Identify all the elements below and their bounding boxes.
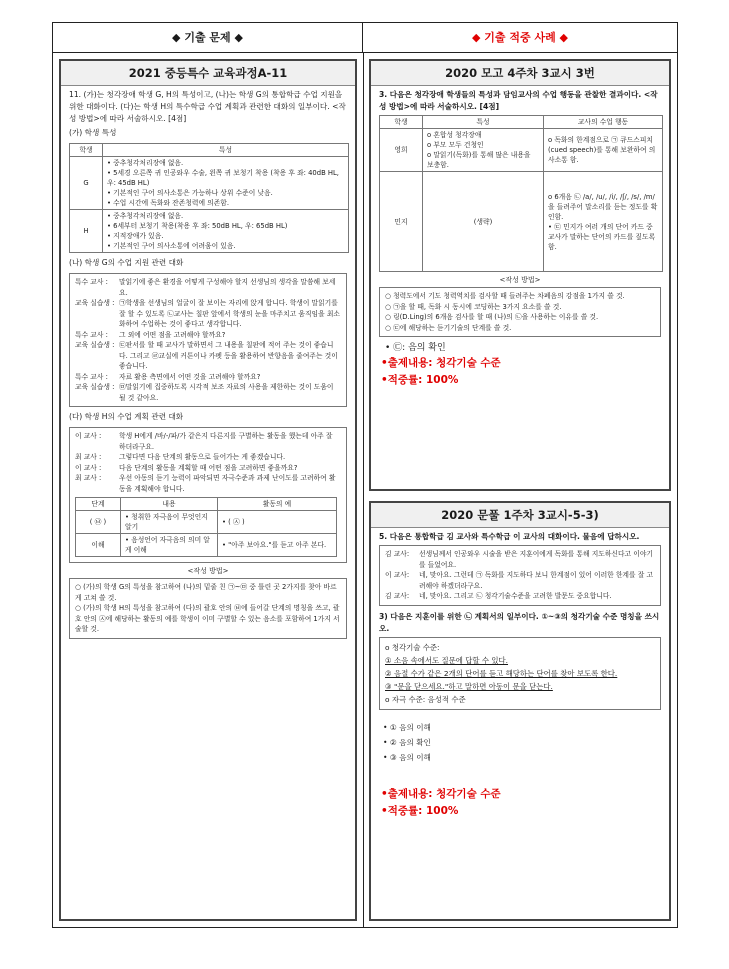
utterance: 말읽기에 좋은 환경을 어떻게 구성해야 할지 선생님의 생각을 말씀해 보세요.	[119, 278, 336, 297]
trait-line: • 중추청각처리장애 없음.	[107, 159, 184, 167]
header-traits: 특성	[103, 144, 349, 157]
utterance: 다음 단계의 활동을 계획할 때 어떤 점을 고려하면 좋을까요?	[119, 463, 298, 472]
method-item: ○ ㉢에 해당하는 듣기기술의 단계를 쓸 것.	[385, 323, 512, 332]
header-example: 활동의 예	[218, 498, 337, 511]
student-traits	[103, 157, 349, 210]
header-content: 내용	[121, 498, 218, 511]
method-item: ○ (가)의 학생 G의 특성을 참고하여 (나)의 밑줄 친 ㉠~㉤ 중 틀린 곳 2가지를 찾아 바르게 고쳐 쓸 것.	[75, 583, 337, 602]
speaker: 교육 실습생 :	[75, 383, 115, 391]
result-rate: •적중률: 100%	[381, 374, 459, 386]
answer-line: • ② 음의 확인	[383, 737, 431, 747]
speaker: 최 교사 :	[75, 474, 102, 482]
student-traits-table	[69, 143, 349, 253]
dialog-line	[75, 431, 341, 452]
trait-line: • 5세경 오른쪽 귀 인공와우 수술, 왼쪽 귀 보청기 착용 (착용 후 좌: 40dB HL, 우: 45dB HL)	[107, 169, 339, 187]
dialog-line	[75, 463, 341, 474]
hit-case-question-1: 3. 다음은 청각장애 학생들의 특성과 담임교사의 수업 행동을 관찰한 결과이다. <작성 방법>에 따라 서술하시오. [4점]	[379, 90, 658, 111]
dialog-line	[75, 277, 341, 298]
section-c-label: (다) 학생 H의 수업 계획 관련 대화	[69, 412, 184, 421]
content-cell: • 음성언어 자극음의 의미 알게 이해	[121, 534, 218, 557]
answer-line: • ㉢: 음의 확인	[385, 343, 446, 353]
observation-table	[379, 115, 663, 272]
method-item: ○ ㉠을 할 때, 독화 시 동시에 코딩하는 3가지 요소를 쓸 것.	[385, 302, 562, 311]
trait-line: • 기본적인 구어 의사소통은 가능하나 상위 수준이 낮음.	[107, 189, 273, 197]
hit-case-question-2: 5. 다음은 통합학급 김 교사와 특수학급 이 교사의 대화이다. 물음에 답하시오.	[379, 532, 640, 541]
header-student: 학생	[380, 116, 423, 129]
section-a-label: (가) 학생 특성	[69, 128, 117, 137]
table-row	[70, 210, 349, 253]
exam-question-panel	[59, 59, 357, 921]
answer-line: • ③ 음의 이해	[383, 752, 431, 762]
dialog-line	[75, 298, 341, 330]
utterance: 네, 맞아요. 그리고 ㉡ 청각기술수준을 고려한 발문도 중요합니다.	[419, 592, 612, 600]
teacher-action: o 독화의 한계점으로 ㉠ 큐드스피치(cued speech)를 통해 보완하여 의사소통 함.	[544, 129, 663, 172]
dialog-line	[75, 452, 341, 463]
utterance: ㉤말읽기에 집중하도록 시각적 보조 자료의 사용을 제한하는 것이 도움이 될 것 같아요.	[119, 383, 334, 402]
header-action: 교사의 수업 행동	[544, 116, 663, 129]
utterance: 그 외에 어떤 점을 고려해야 할까요?	[119, 330, 226, 339]
dialog-line	[385, 570, 655, 591]
dialog-line	[385, 591, 655, 602]
speaker: 김 교사:	[385, 550, 410, 558]
trait-line: • 기본적인 구어 의사소통에 어려움이 있음.	[107, 242, 236, 250]
speaker: 특수 교사 :	[75, 372, 108, 381]
method-item: ○ 청력도에서 기도 청력역치를 검사할 때 들려주는 차폐음의 강점을 1가지 쓸 것.	[385, 292, 625, 300]
method-box	[379, 287, 661, 337]
utterance: 우선 아동의 듣기 능력이 파악되면 자극수준과 과제 난이도를 고려하여 활동을 계획해야 합니다.	[119, 474, 336, 493]
header-stage: 단계	[76, 498, 121, 511]
dialog-line	[75, 340, 341, 372]
speaker: 이 교사 :	[75, 463, 102, 472]
speaker: 최 교사 :	[75, 453, 102, 461]
plan-item: ① 소음 속에서도 질문에 답할 수 있다.	[385, 655, 509, 665]
hit-case-title-2: 2020 문풀 1주차 3교시-5-3)	[371, 503, 669, 528]
table-header-row	[76, 498, 337, 511]
speaker: 김 교사:	[385, 592, 410, 600]
utterance: 네, 맞아요. 그런데 ㉠ 독화를 지도하다 보니 한계점이 있어 이러한 한계를 잘 고려해야 하겠더라구요.	[419, 571, 654, 590]
student-traits	[103, 210, 349, 253]
example-cell: • ( ㉦ )	[218, 511, 337, 534]
student-traits: o 혼합성 청각장애 o 부모 모두 건청인 o 말읽기(독화)를 통해 많은 내용을 보충함.	[423, 129, 544, 172]
trait-line: • 6세부터 보청기 착용(착용 후 좌: 50dB HL, 우: 65dB HL)	[107, 222, 288, 230]
student-name: 영희	[380, 129, 423, 172]
exam-question-text: 11. (가)는 청각장애 학생 G, H의 특성이고, (나)는 학생 G의 통합학급 수업 지원을 위한 대화이다. (다)는 학생 H의 특수학급 수업 계획과 관련한 대화의 일부이다. <작성 방법>에 따라 서술하시오. [4점]	[69, 90, 346, 123]
student-traits: (생략)	[423, 172, 544, 272]
stage-cell: ( ㉥ )	[76, 511, 121, 534]
dialog-c-box	[69, 427, 347, 563]
stage-cell: 이해	[76, 534, 121, 557]
dialog-line	[75, 382, 341, 403]
utterance: 자료 활용 측면에서 어떤 것을 고려해야 할까요?	[119, 372, 261, 381]
utterance: ㉢판서를 할 때 교사가 말하면서 그 내용을 칠판에 적어 주는 것이 좋습니다. 그리고 ㉣교실에 커튼이나 카펫 등을 활용하여 반향음을 줄여주는 것이 좋습니다.	[119, 341, 338, 370]
speaker: 특수 교사 :	[75, 330, 108, 339]
plan-box	[379, 637, 661, 710]
plan-title: o 청각기술 수준:	[385, 642, 440, 652]
result-content: •출제내용: 청각기술 수준	[381, 357, 501, 369]
hit-case-panel-2	[369, 501, 671, 921]
method-box	[69, 578, 347, 639]
table-row	[76, 534, 337, 557]
trait-line: • 지적장애가 있음.	[107, 232, 164, 240]
speaker: 특수 교사 :	[75, 278, 108, 286]
teacher-action: o 6개음 ㉡ /a/, /u/, /i/, /ʃ/, /s/, /m/을 들려주어 말소리를 듣는 정도를 확인함. • ㉢ 민지가 여러 개의 단어 카드 중 교사가 말하는 단어의 카드를 짚도록 함.	[544, 172, 663, 272]
table-header-row	[70, 144, 349, 157]
result-content: •출제내용: 청각기술 수준	[381, 787, 501, 800]
student-name: 민지	[380, 172, 423, 272]
result-rate: •적중률: 100%	[381, 804, 459, 817]
table-row	[76, 511, 337, 534]
plan-item: ③ "문을 닫으세요."하고 말하면 아동이 문을 닫는다.	[385, 681, 553, 691]
trait-line: • 중추청각처리장애 없음.	[107, 212, 184, 220]
method-item: ○ (가)의 학생 H의 특성을 참고하여 (다)의 괄호 안의 ㉥에 들어갈 단계의 명칭을 쓰고, 괄호 안의 ㉦에 해당하는 활동의 예를 학생이 이미 구별할 수 있는 음소를 포함하여 1가지 서술할 것.	[75, 604, 340, 633]
hit-case-panel-1	[369, 59, 671, 491]
stage-table	[75, 497, 337, 557]
utterance: 그렇다면 다음 단계의 활동으로 들어가는 게 좋겠습니다.	[119, 453, 286, 461]
utterance: 학생 H에게 /바/-/파/가 같은지 다른지를 구별하는 활동을 했는데 아주 잘 하더라구요.	[119, 432, 333, 451]
utterance: ㉠학생을 선생님의 얼굴이 잘 보이는 자리에 앉게 합니다. 학생이 말읽기를 잘 할 수 있도록 ㉡교사는 칠판 앞에서 학생의 눈을 마주치고 움직임을 최소화하여 수업하는 것이 좋다고 생각합니다.	[119, 299, 340, 328]
plan-item: ② 음절 수가 같은 2개의 단어를 듣고 해당하는 단어를 찾아 보도록 한다.	[385, 668, 618, 678]
dialog-box	[379, 545, 661, 606]
dialog-line	[385, 549, 655, 570]
table-row	[380, 172, 663, 272]
speaker: 교육 실습생 :	[75, 299, 115, 307]
content-cell: • 청취한 자극음이 무엇인지 알기	[121, 511, 218, 534]
left-header: ◆ 기출 문제 ◆	[53, 23, 363, 53]
answer-line: • ① 음의 이해	[383, 722, 431, 732]
plan-stimulus: o 자극 수준: 음성적 수준	[385, 694, 466, 704]
sub-question: 3) 다음은 지훈이를 위한 ㉡ 계획서의 일부이다. ①~③의 청각기술 수준 명칭을 쓰시오.	[379, 611, 660, 633]
method-item: ○ 링(D.Ling)의 6개음 검사를 할 때 (나)의 ㉡을 사용하는 이유를 쓸 것.	[385, 313, 599, 321]
speaker: 이 교사:	[385, 571, 410, 579]
speaker: 이 교사 :	[75, 432, 102, 440]
page-frame	[52, 22, 678, 928]
exam-question-title: 2021 중등특수 교육과정A-11	[61, 61, 355, 86]
speaker: 교육 실습생 :	[75, 341, 115, 349]
dialog-line	[75, 330, 341, 341]
method-title: <작성 방법>	[187, 567, 229, 575]
header-student: 학생	[70, 144, 103, 157]
student-name: H	[70, 210, 103, 253]
column-divider	[363, 53, 364, 927]
table-header-row	[380, 116, 663, 129]
section-b-label: (나) 학생 G의 수업 지원 관련 대화	[69, 258, 184, 267]
example-cell: • "아주 보아요."를 듣고 아주 본다.	[218, 534, 337, 557]
trait-line: • 수업 시간에 독화와 잔존청력에 의존함.	[107, 199, 230, 207]
table-row	[380, 129, 663, 172]
dialog-line	[75, 473, 341, 494]
utterance: 선생님께서 인공와우 시술을 받은 지훈이에게 독화를 통해 지도하신다고 이야기를 들었어요.	[419, 550, 653, 569]
dialog-line	[75, 372, 341, 383]
table-row	[70, 157, 349, 210]
hit-case-title-1: 2020 모고 4주차 3교시 3번	[371, 61, 669, 86]
student-name: G	[70, 157, 103, 210]
header-traits: 특성	[423, 116, 544, 129]
method-title: <작성 방법>	[499, 276, 541, 284]
dialog-b-box	[69, 273, 347, 407]
right-header: ◆ 기출 적중 사례 ◆	[363, 23, 677, 53]
